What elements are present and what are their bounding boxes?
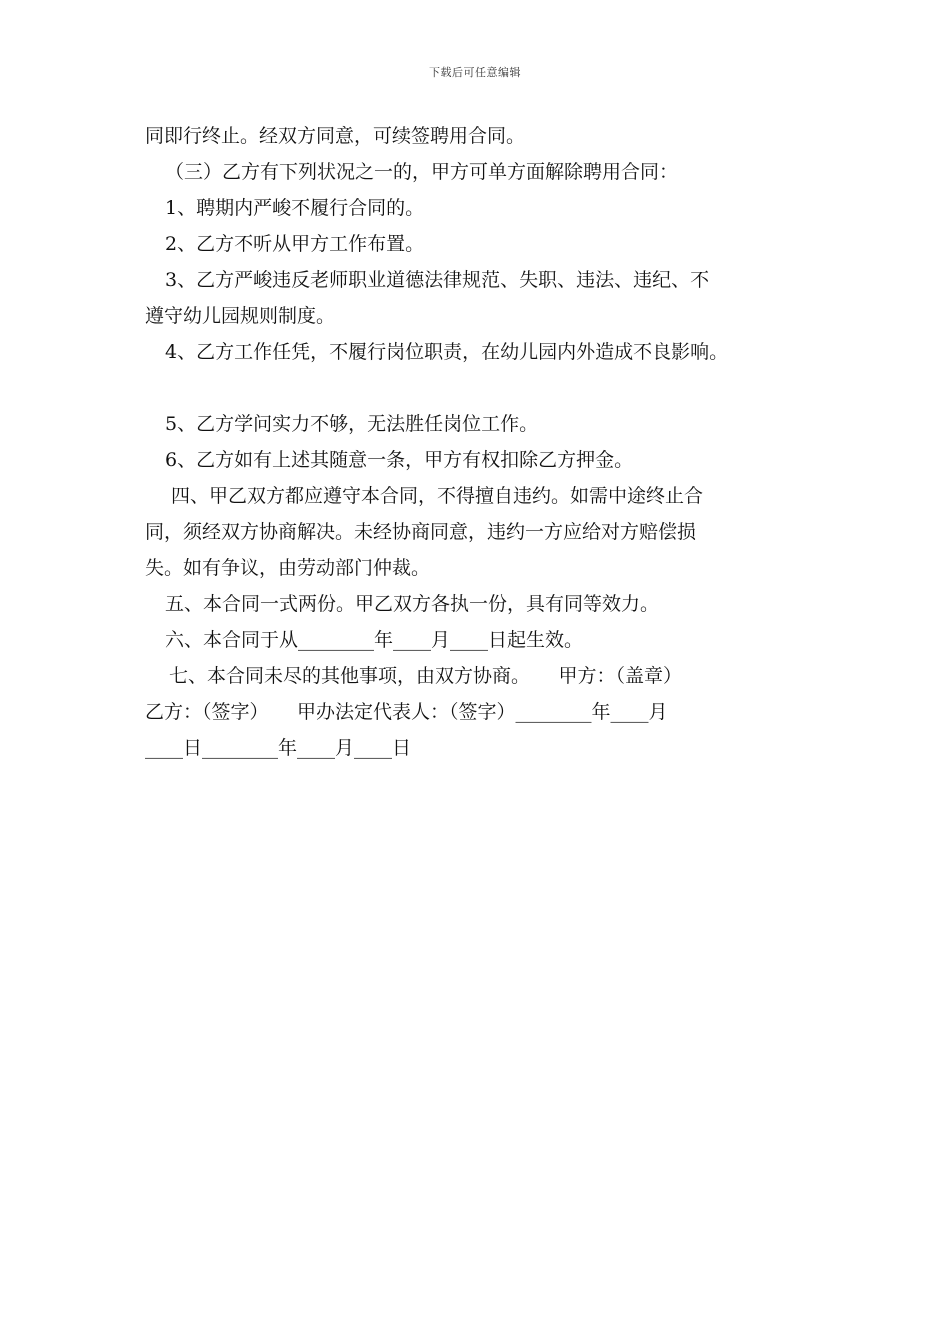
list-item-1: 1、聘期内严峻不履行合同的。 — [165, 197, 425, 219]
clause-four-end: 失。如有争议，由劳动部门仲裁。 — [145, 557, 431, 579]
list-item-5: 5、乙方学问实力不够，无法胜任岗位工作。 — [165, 413, 539, 435]
clause-six: 六、本合同于从________年____月____日起生效。 — [165, 629, 584, 651]
list-item-3: 3、乙方严峻违反老师职业道德法律规范、失职、违法、违纪、不 — [165, 269, 710, 291]
paragraph-line: 同即行终止。经双方同意，可续签聘用合同。 — [145, 125, 526, 147]
clause-seven: 七、本合同未尽的其他事项，由双方协商。 甲方：（盖章） — [169, 665, 683, 687]
blank-line — [145, 370, 820, 406]
list-item-4: 4、乙方工作任凭，不履行岗位职责，在幼儿园内外造成不良影响。 — [165, 341, 729, 363]
list-item-3-continued: 遵守幼儿园规则制度。 — [145, 305, 336, 327]
contract-body — [145, 118, 820, 766]
page-header: 下载后可任意编辑 — [429, 66, 521, 79]
clause-five: 五、本合同一式两份。甲乙双方各执一份，具有同等效力。 — [165, 593, 660, 615]
clause-four: 四、甲乙双方都应遵守本合同，不得擅自违约。如需中途终止合 — [171, 485, 704, 507]
date-line: ____日________年____月____日 — [145, 737, 412, 759]
clause-four-continued: 同，须经双方协商解决。未经协商同意，违约一方应给对方赔偿损 — [145, 521, 697, 543]
list-item-6: 6、乙方如有上述其随意一条，甲方有权扣除乙方押金。 — [165, 449, 634, 471]
list-item-2: 2、乙方不听从甲方工作布置。 — [165, 233, 425, 255]
section-three-heading: （三）乙方有下列状况之一的，甲方可单方面解除聘用合同： — [165, 161, 679, 183]
signature-line: 乙方：（签字） 甲办法定代表人：（签字）________年____月 — [145, 701, 668, 723]
